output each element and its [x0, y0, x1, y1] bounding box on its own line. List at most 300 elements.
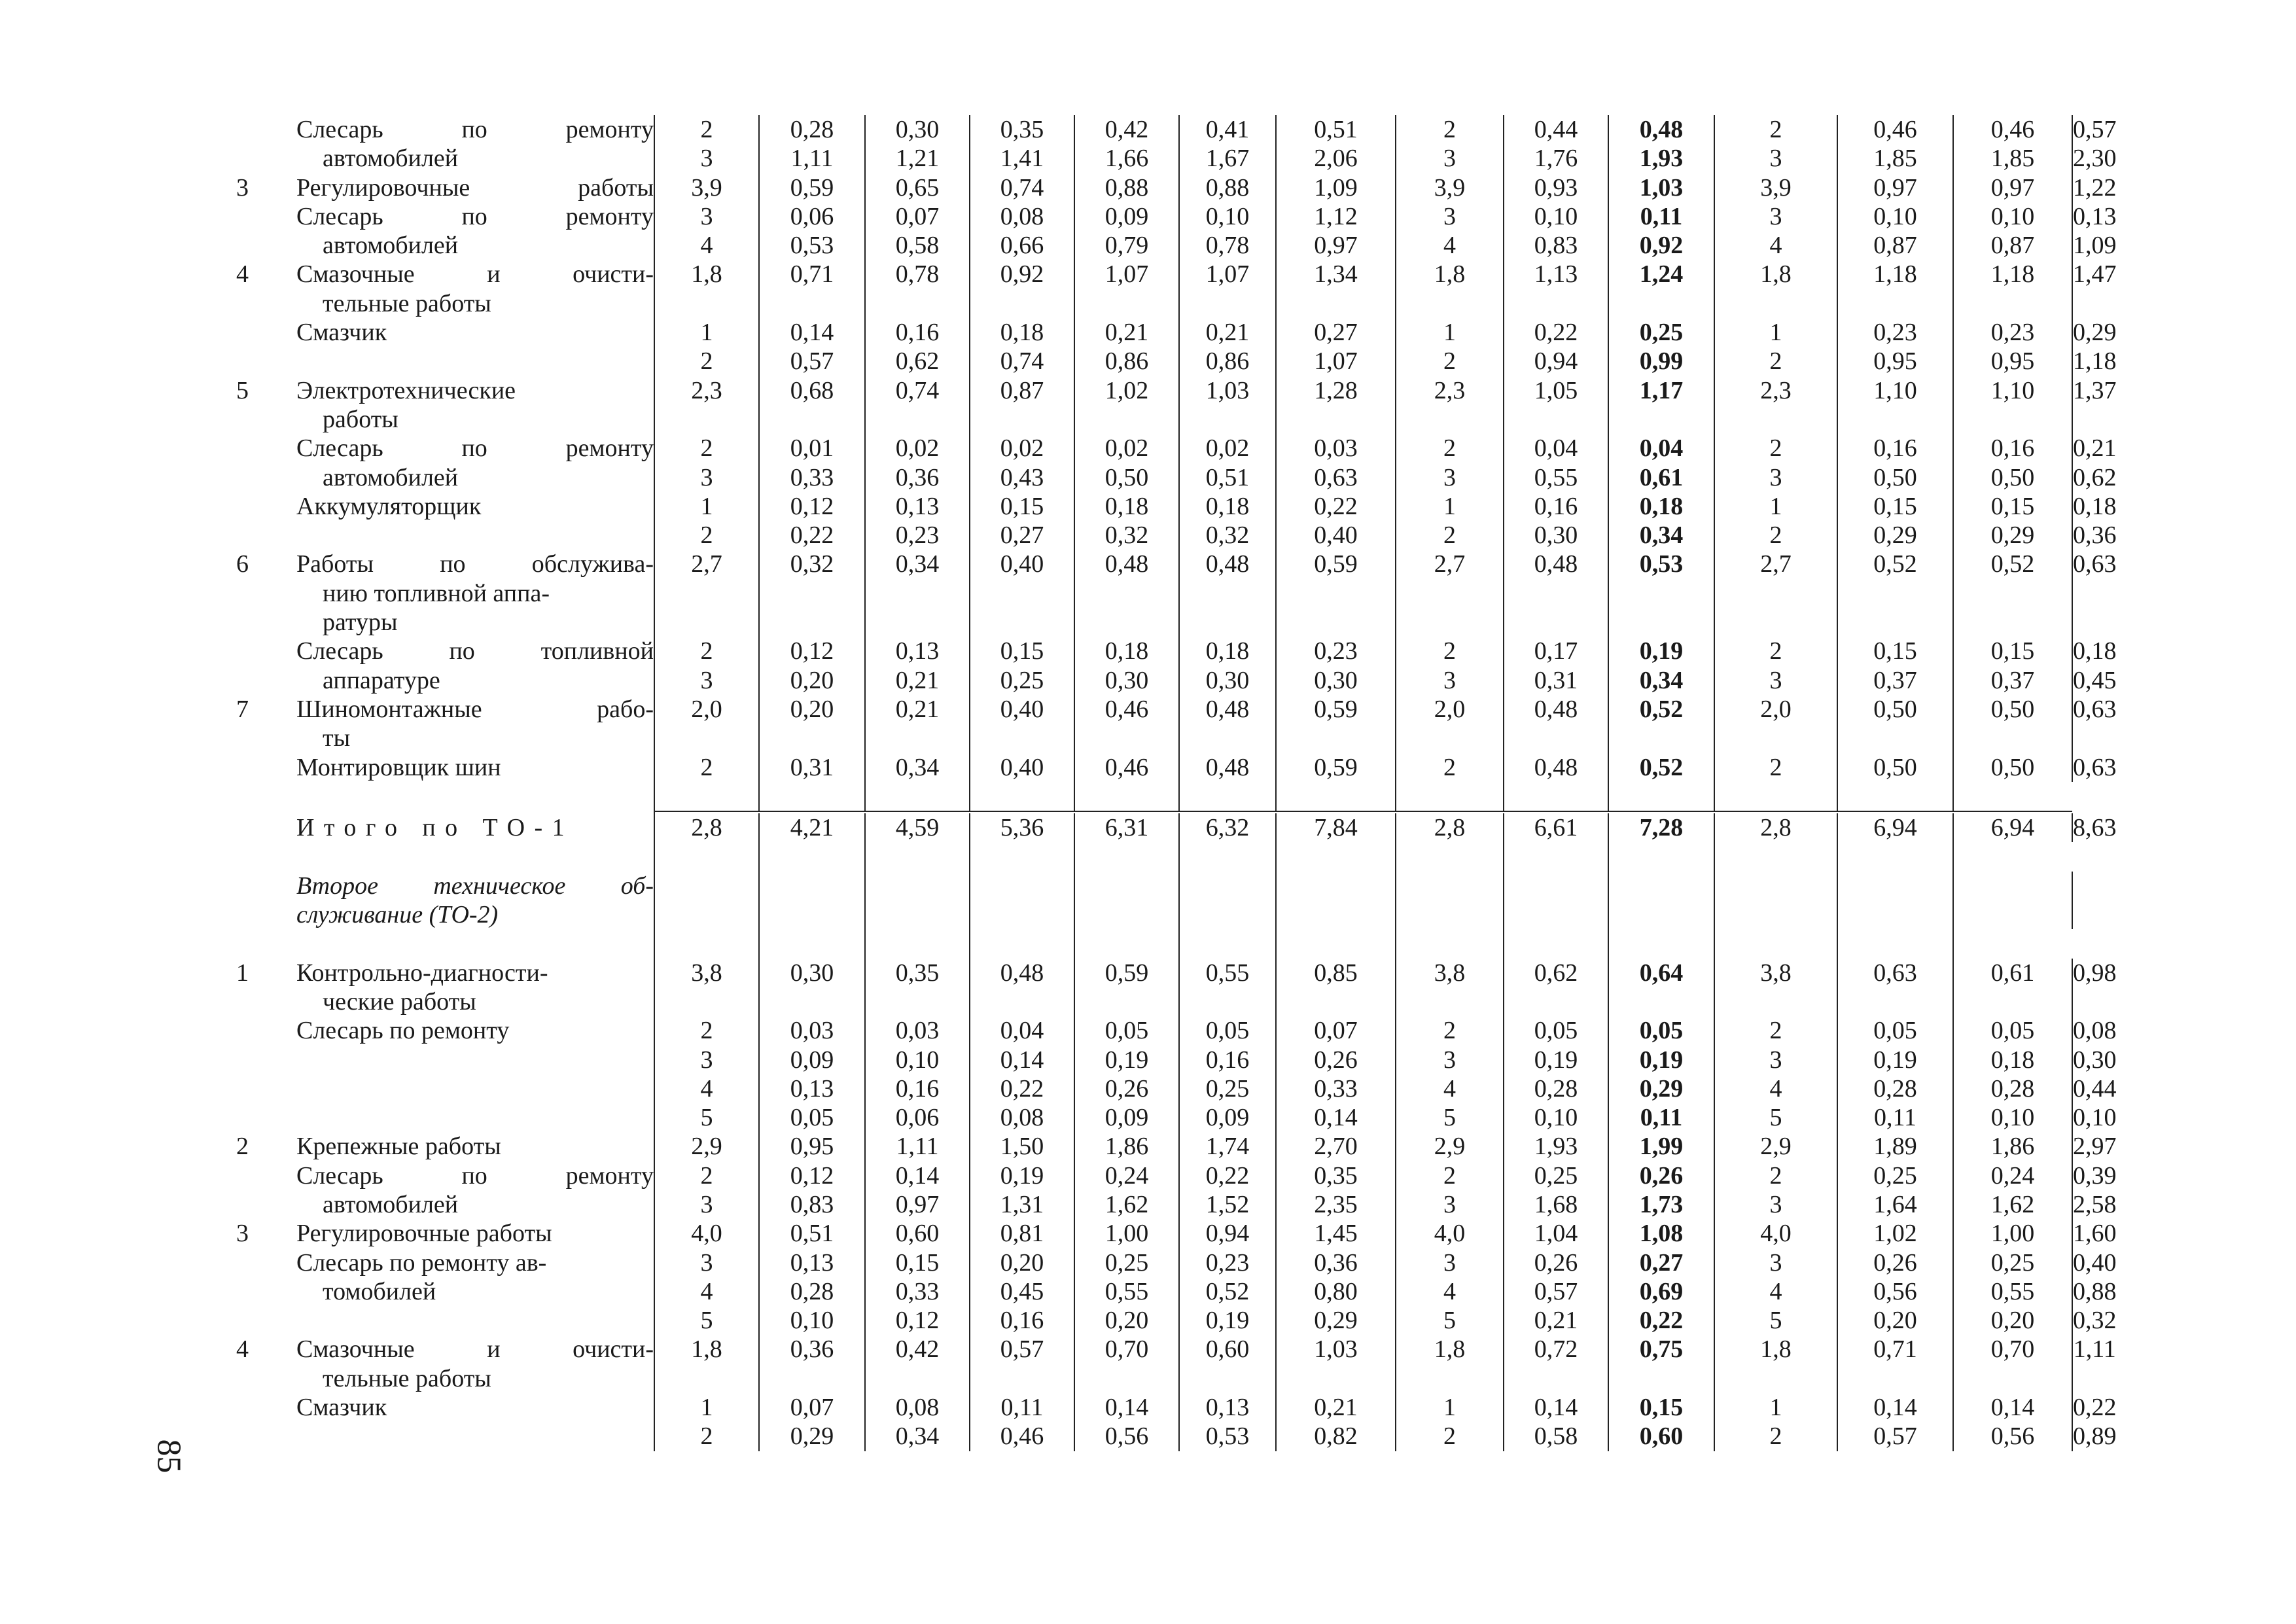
value-cell: 5,36 — [970, 813, 1074, 842]
value-cell: 2,35 — [1276, 1190, 1396, 1219]
value-cell: 0,59 — [1276, 695, 1396, 724]
empty-cell — [1837, 782, 1953, 811]
value-cell — [1608, 872, 1714, 900]
value-cell — [1608, 724, 1714, 752]
value-cell: 1,31 — [970, 1190, 1074, 1219]
table-row — [226, 1161, 2117, 1190]
value-cell: 2,9 — [1714, 1132, 1837, 1161]
value-cell: 0,09 — [1074, 202, 1179, 231]
value-cell: 0,51 — [1276, 115, 1396, 144]
value-cell — [865, 579, 970, 608]
value-cell: 0,25 — [970, 666, 1074, 695]
value-cell: 2 — [1396, 753, 1504, 782]
value-cell — [654, 608, 759, 637]
value-cell: 1,10 — [1953, 376, 2072, 405]
value-cell: 1,62 — [1074, 1190, 1179, 1219]
value-cell: 0,34 — [865, 1422, 970, 1451]
value-cell: 0,18 — [1179, 637, 1276, 665]
value-cell: 0,74 — [970, 173, 1074, 202]
value-cell: 1 — [1396, 1393, 1504, 1422]
value-cell: 0,27 — [1276, 318, 1396, 347]
value-cell: 0,50 — [1837, 695, 1953, 724]
value-cell: 0,36 — [865, 463, 970, 492]
value-cell: 1 — [654, 492, 759, 521]
value-cell: 0,16 — [1953, 434, 2072, 463]
value-cell: 0,98 — [2073, 959, 2117, 987]
value-cell: 0,13 — [759, 1074, 865, 1103]
value-cell — [1276, 1364, 1396, 1393]
value-cell — [1953, 872, 2072, 900]
value-cell — [1608, 900, 1714, 929]
value-cell: 0,85 — [1276, 959, 1396, 987]
empty-cell — [1179, 929, 1276, 958]
value-cell: 0,28 — [759, 115, 865, 144]
value-cell — [654, 872, 759, 900]
item-number: 7 — [236, 695, 249, 723]
value-cell: 0,02 — [865, 434, 970, 463]
value-cell: 0,95 — [1837, 347, 1953, 376]
value-cell: 0,83 — [759, 1190, 865, 1219]
value-cell: 0,05 — [759, 1103, 865, 1132]
table-row — [226, 347, 2117, 376]
value-cell: 0,04 — [1504, 434, 1608, 463]
value-cell: 0,10 — [759, 1306, 865, 1335]
value-cell — [1276, 579, 1396, 608]
value-cell: 0,16 — [1837, 434, 1953, 463]
value-cell: 2,0 — [1714, 695, 1837, 724]
value-cell: 2 — [654, 521, 759, 550]
value-cell: 0,80 — [1276, 1277, 1396, 1306]
empty-cell — [654, 842, 759, 871]
value-cell — [1074, 724, 1179, 752]
value-cell: 5 — [1396, 1306, 1504, 1335]
value-cell: 0,48 — [970, 959, 1074, 987]
value-cell: 0,37 — [1953, 666, 2072, 695]
value-cell: 0,10 — [1504, 1103, 1608, 1132]
value-cell — [1837, 724, 1953, 752]
value-cell: 0,59 — [759, 173, 865, 202]
value-cell — [1714, 872, 1837, 900]
value-cell: 2,70 — [1276, 1132, 1396, 1161]
work-name: Смазочные и очисти- — [291, 260, 654, 289]
value-cell: 1,21 — [865, 144, 970, 173]
table-row — [226, 289, 2117, 318]
value-cell: 0,26 — [1504, 1248, 1608, 1277]
value-cell: 1,07 — [1179, 260, 1276, 289]
table-row — [226, 1277, 2117, 1306]
table-row — [226, 434, 2117, 463]
work-name: Аккумуляторщик — [291, 492, 654, 521]
value-cell: 0,06 — [759, 202, 865, 231]
table-row — [226, 144, 2117, 173]
value-cell: 6,94 — [1953, 813, 2072, 842]
table-row — [226, 666, 2117, 695]
value-cell: 0,63 — [2073, 550, 2117, 578]
value-cell — [1953, 987, 2072, 1016]
value-cell: 4 — [1714, 231, 1837, 260]
value-cell: 0,13 — [865, 637, 970, 665]
value-cell: 3 — [1396, 1190, 1504, 1219]
value-cell: 0,46 — [1837, 115, 1953, 144]
empty-cell — [1608, 929, 1714, 958]
value-cell: 0,62 — [2073, 463, 2117, 491]
value-cell: 0,19 — [1837, 1046, 1953, 1074]
item-number: 4 — [236, 1335, 249, 1364]
value-cell — [1276, 724, 1396, 752]
value-cell: 0,20 — [1074, 1306, 1179, 1335]
work-name — [291, 347, 654, 376]
value-cell: 0,42 — [865, 1335, 970, 1364]
empty-cell — [1179, 782, 1276, 811]
value-cell: 1,89 — [1837, 1132, 1953, 1161]
value-cell: 0,17 — [1504, 637, 1608, 665]
value-cell: 2 — [1714, 347, 1837, 376]
work-name: автомобилей — [291, 1190, 654, 1219]
empty-cell — [1714, 842, 1837, 871]
value-cell: 0,24 — [1953, 1161, 2072, 1190]
table-row — [226, 521, 2117, 550]
value-cell: 0,51 — [1179, 463, 1276, 492]
value-cell: 4,21 — [759, 813, 865, 842]
value-cell: 7,84 — [1276, 813, 1396, 842]
value-cell: 1,93 — [1608, 144, 1714, 173]
work-name: Слесарь по ремонту ав- — [291, 1248, 654, 1277]
item-number — [226, 1277, 291, 1306]
value-cell — [654, 579, 759, 608]
table-row — [226, 1074, 2117, 1103]
value-cell: 2 — [1396, 347, 1504, 376]
value-cell: 0,25 — [1608, 318, 1714, 347]
value-cell: 0,63 — [2073, 695, 2117, 723]
table-row — [226, 1016, 2117, 1045]
value-cell — [1714, 724, 1837, 752]
value-cell: 0,18 — [1179, 492, 1276, 521]
value-cell: 0,18 — [1953, 1046, 2072, 1074]
value-cell: 3 — [654, 144, 759, 173]
empty-cell — [1074, 842, 1179, 871]
value-cell: 3 — [654, 1190, 759, 1219]
value-cell: 0,21 — [1074, 318, 1179, 347]
value-cell: 2,7 — [1714, 550, 1837, 578]
value-cell — [1276, 289, 1396, 318]
value-cell: 0,11 — [970, 1393, 1074, 1422]
table-row — [226, 842, 2117, 871]
value-cell: 1 — [1396, 492, 1504, 521]
value-cell: 0,05 — [1837, 1016, 1953, 1045]
value-cell: 2,3 — [1714, 376, 1837, 405]
value-cell: 2 — [654, 753, 759, 782]
value-cell: 0,66 — [970, 231, 1074, 260]
value-cell: 0,25 — [1953, 1248, 2072, 1277]
value-cell: 0,86 — [1179, 347, 1276, 376]
value-cell: 2 — [654, 1161, 759, 1190]
value-cell — [970, 872, 1074, 900]
item-number — [226, 900, 291, 929]
value-cell: 0,36 — [2073, 521, 2117, 550]
value-cell — [865, 900, 970, 929]
value-cell: 0,14 — [1837, 1393, 1953, 1422]
value-cell: 0,12 — [759, 492, 865, 521]
value-cell: 0,08 — [2073, 1017, 2117, 1045]
value-cell: 0,34 — [1608, 666, 1714, 695]
work-name: Работы по обслужива- — [291, 550, 654, 578]
value-cell: 0,52 — [1608, 695, 1714, 724]
value-cell: 0,74 — [865, 376, 970, 405]
value-cell: 0,57 — [1504, 1277, 1608, 1306]
value-cell — [2072, 900, 2117, 929]
value-cell: 3 — [1714, 463, 1837, 492]
value-cell: 0,30 — [759, 959, 865, 987]
value-cell: 0,43 — [970, 463, 1074, 492]
value-cell — [865, 289, 970, 318]
value-cell: 0,53 — [759, 231, 865, 260]
value-cell: 0,02 — [1074, 434, 1179, 463]
value-cell: 0,21 — [1504, 1306, 1608, 1335]
value-cell: 0,60 — [1608, 1422, 1714, 1451]
value-cell — [1504, 289, 1608, 318]
value-cell: 0,24 — [1074, 1161, 1179, 1190]
value-cell: 0,60 — [865, 1219, 970, 1248]
value-cell: 0,50 — [1837, 463, 1953, 492]
value-cell: 0,26 — [1074, 1074, 1179, 1103]
value-cell: 1,11 — [865, 1132, 970, 1161]
value-cell: 0,18 — [970, 318, 1074, 347]
item-number — [226, 144, 291, 173]
value-cell — [1396, 724, 1504, 752]
value-cell — [970, 1364, 1074, 1393]
value-cell: 0,28 — [759, 1277, 865, 1306]
value-cell: 0,15 — [1837, 492, 1953, 521]
value-cell: 1,74 — [1179, 1132, 1276, 1161]
item-number — [226, 463, 291, 492]
value-cell: 3 — [1396, 463, 1504, 492]
work-name: служивание (ТО-2) — [291, 900, 654, 929]
item-number — [226, 115, 291, 144]
value-cell — [1179, 405, 1276, 434]
value-cell — [2072, 579, 2117, 608]
value-cell — [1396, 289, 1504, 318]
work-name: ты — [291, 724, 654, 752]
table-row — [226, 1393, 2117, 1422]
value-cell: 3 — [1396, 1248, 1504, 1277]
value-cell: 0,06 — [865, 1103, 970, 1132]
value-cell: 1,85 — [1837, 144, 1953, 173]
value-cell: 1,99 — [1608, 1132, 1714, 1161]
value-cell: 1,34 — [1276, 260, 1396, 289]
value-cell: 0,15 — [970, 637, 1074, 665]
value-cell — [865, 872, 970, 900]
empty-cell — [1953, 842, 2072, 871]
value-cell: 0,04 — [970, 1016, 1074, 1045]
value-cell: 0,36 — [1276, 1248, 1396, 1277]
value-cell: 0,35 — [970, 115, 1074, 144]
value-cell: 0,10 — [2073, 1104, 2117, 1132]
value-cell: 0,97 — [1276, 231, 1396, 260]
value-cell: 1,02 — [1837, 1219, 1953, 1248]
value-cell: 0,48 — [1504, 550, 1608, 578]
value-cell: 6,32 — [1179, 813, 1276, 842]
value-cell: 0,12 — [759, 1161, 865, 1190]
value-cell — [1714, 900, 1837, 929]
value-cell: 2 — [654, 347, 759, 376]
table-row — [226, 929, 2117, 958]
value-cell: 3 — [654, 202, 759, 231]
value-cell: 2 — [1396, 637, 1504, 665]
value-cell: 3 — [1396, 144, 1504, 173]
value-cell — [759, 579, 865, 608]
value-cell: 0,94 — [1504, 347, 1608, 376]
value-cell: 0,22 — [2073, 1394, 2117, 1422]
work-name — [291, 1422, 654, 1451]
value-cell — [1837, 987, 1953, 1016]
value-cell: 3,8 — [1396, 959, 1504, 987]
value-cell — [1074, 289, 1179, 318]
value-cell: 0,48 — [1179, 753, 1276, 782]
value-cell — [1953, 289, 2072, 318]
value-cell: 0,46 — [1953, 115, 2072, 144]
value-cell: 1,8 — [1714, 1335, 1837, 1364]
item-number — [226, 231, 291, 260]
item-number — [226, 1103, 291, 1132]
value-cell: 3 — [654, 666, 759, 695]
table-row — [226, 1132, 2117, 1161]
value-cell — [2072, 987, 2117, 1016]
value-cell: 0,22 — [1504, 318, 1608, 347]
value-cell: 1,8 — [654, 260, 759, 289]
value-cell: 3 — [1714, 202, 1837, 231]
value-cell: 0,10 — [865, 1046, 970, 1074]
value-cell: 6,31 — [1074, 813, 1179, 842]
value-cell: 1,73 — [1608, 1190, 1714, 1219]
value-cell: 1,76 — [1504, 144, 1608, 173]
empty-cell — [1276, 929, 1396, 958]
value-cell: 2,58 — [2073, 1190, 2117, 1218]
value-cell — [1837, 608, 1953, 637]
value-cell: 0,95 — [759, 1132, 865, 1161]
value-cell: 2 — [1714, 434, 1837, 463]
value-cell: 0,25 — [1074, 1248, 1179, 1277]
value-cell: 0,50 — [1074, 463, 1179, 492]
value-cell: 3,8 — [654, 959, 759, 987]
value-cell: 1,03 — [1608, 173, 1714, 202]
value-cell: 0,68 — [759, 376, 865, 405]
value-cell: 2 — [1714, 1161, 1837, 1190]
work-name: Слесарь по топливной — [291, 637, 654, 665]
value-cell: 0,07 — [759, 1393, 865, 1422]
item-number — [226, 813, 291, 842]
value-cell: 0,95 — [1953, 347, 2072, 376]
labor-norms-table — [226, 115, 2117, 1451]
value-cell — [759, 872, 865, 900]
value-cell: 0,07 — [1276, 1016, 1396, 1045]
value-cell: 0,23 — [865, 521, 970, 550]
value-cell: 2,8 — [1714, 813, 1837, 842]
value-cell: 2,3 — [654, 376, 759, 405]
value-cell: 1,17 — [1608, 376, 1714, 405]
value-cell: 0,71 — [1837, 1335, 1953, 1364]
work-name: Смазочные и очисти- — [291, 1335, 654, 1364]
value-cell: 0,60 — [1179, 1335, 1276, 1364]
value-cell: 0,35 — [865, 959, 970, 987]
value-cell: 3 — [1714, 1248, 1837, 1277]
table-row — [226, 1306, 2117, 1335]
value-cell: 5 — [1396, 1103, 1504, 1132]
empty-cell — [970, 782, 1074, 811]
value-cell: 0,65 — [865, 173, 970, 202]
value-cell: 7,28 — [1608, 813, 1714, 842]
value-cell: 0,05 — [1504, 1016, 1608, 1045]
value-cell: 0,57 — [759, 347, 865, 376]
table-row — [226, 231, 2117, 260]
value-cell: 0,44 — [1504, 115, 1608, 144]
empty-cell — [1396, 929, 1504, 958]
value-cell: 0,48 — [1179, 695, 1276, 724]
value-cell: 0,22 — [970, 1074, 1074, 1103]
value-cell: 2,3 — [1396, 376, 1504, 405]
value-cell: 0,30 — [1179, 666, 1276, 695]
value-cell: 0,53 — [1179, 1422, 1276, 1451]
value-cell: 1,66 — [1074, 144, 1179, 173]
work-name: Второе техническое об- — [291, 872, 654, 900]
value-cell: 1,22 — [2073, 173, 2117, 202]
table-row — [226, 260, 2117, 289]
value-cell: 3 — [1396, 202, 1504, 231]
item-number — [226, 1161, 291, 1190]
value-cell — [1953, 900, 2072, 929]
value-cell: 0,12 — [759, 637, 865, 665]
value-cell: 0,62 — [865, 347, 970, 376]
value-cell — [1074, 987, 1179, 1016]
value-cell: 2 — [1396, 115, 1504, 144]
value-cell: 0,56 — [1074, 1422, 1179, 1451]
value-cell: 0,44 — [2073, 1074, 2117, 1103]
value-cell: 1,8 — [1714, 260, 1837, 289]
value-cell: 0,72 — [1504, 1335, 1608, 1364]
value-cell: 4,0 — [1714, 1219, 1837, 1248]
value-cell: 0,32 — [1179, 521, 1276, 550]
value-cell — [1179, 900, 1276, 929]
item-number — [226, 492, 291, 521]
value-cell: 0,99 — [1608, 347, 1714, 376]
value-cell: 0,28 — [1504, 1074, 1608, 1103]
value-cell — [1504, 987, 1608, 1016]
value-cell: 0,52 — [1179, 1277, 1276, 1306]
item-number — [226, 753, 291, 782]
value-cell: 0,88 — [1179, 173, 1276, 202]
value-cell — [2072, 405, 2117, 434]
value-cell — [1074, 579, 1179, 608]
value-cell: 0,50 — [1837, 753, 1953, 782]
value-cell: 6,94 — [1837, 813, 1953, 842]
table-row — [226, 405, 2117, 434]
value-cell: 0,19 — [1179, 1306, 1276, 1335]
value-cell — [970, 608, 1074, 637]
item-number — [226, 318, 291, 347]
table-row — [226, 608, 2117, 637]
empty-cell — [1608, 782, 1714, 811]
work-name: Шиномонтажные рабо- — [291, 695, 654, 724]
table-row — [226, 173, 2117, 202]
work-name: ратуры — [291, 608, 654, 637]
value-cell: 1,04 — [1504, 1219, 1608, 1248]
table-row — [226, 1046, 2117, 1074]
value-cell: 0,52 — [1837, 550, 1953, 578]
value-cell: 1,24 — [1608, 260, 1714, 289]
table-row — [226, 987, 2117, 1016]
value-cell: 0,21 — [2073, 434, 2117, 463]
value-cell: 0,78 — [1179, 231, 1276, 260]
work-name — [291, 1103, 654, 1132]
